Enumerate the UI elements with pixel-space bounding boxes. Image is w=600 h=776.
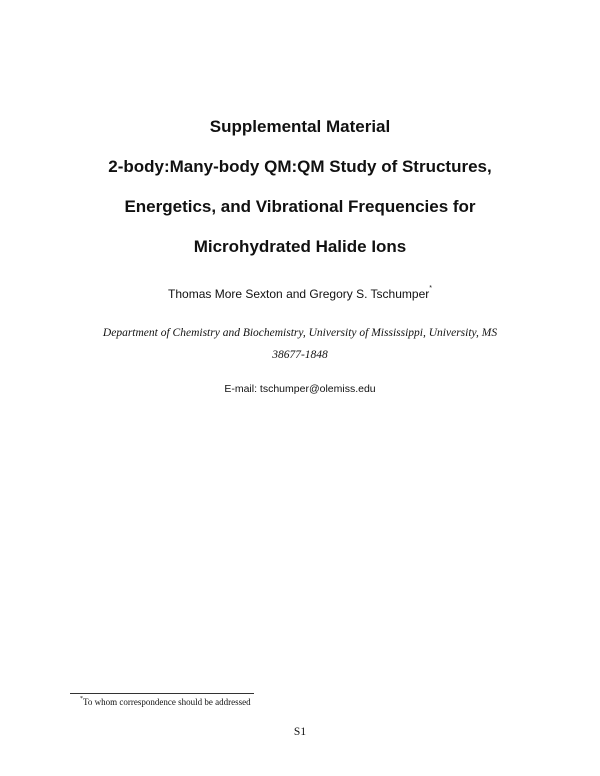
affiliation-line-1: Department of Chemistry and Biochemistry, University of Mississippi, University, MS <box>102 327 498 339</box>
footnote-divider <box>70 693 254 694</box>
title-line-3: Energetics, and Vibrational Frequencies for <box>124 197 476 216</box>
author-list <box>0 287 600 301</box>
title-line-4: Microhydrated Halide Ions <box>193 237 407 256</box>
corresponding-author-mark: * <box>429 285 432 292</box>
footnote-text: To whom correspondence should be addressed <box>83 697 251 707</box>
title-line-1: Supplemental Material <box>209 117 391 136</box>
footnote-mark: * <box>80 696 83 702</box>
contact-email: E-mail: tschumper@olemiss.edu <box>224 383 376 395</box>
affiliation-line-2: 38677-1848 <box>272 349 328 361</box>
title-line-2: 2-body:Many-body QM:QM Study of Structures, <box>108 157 492 176</box>
author-names: Thomas More Sexton and Gregory S. Tschumper <box>168 287 430 301</box>
paper-title <box>0 113 600 273</box>
footnote <box>80 697 251 707</box>
affiliation <box>0 322 600 366</box>
page-number: S1 <box>293 726 307 738</box>
